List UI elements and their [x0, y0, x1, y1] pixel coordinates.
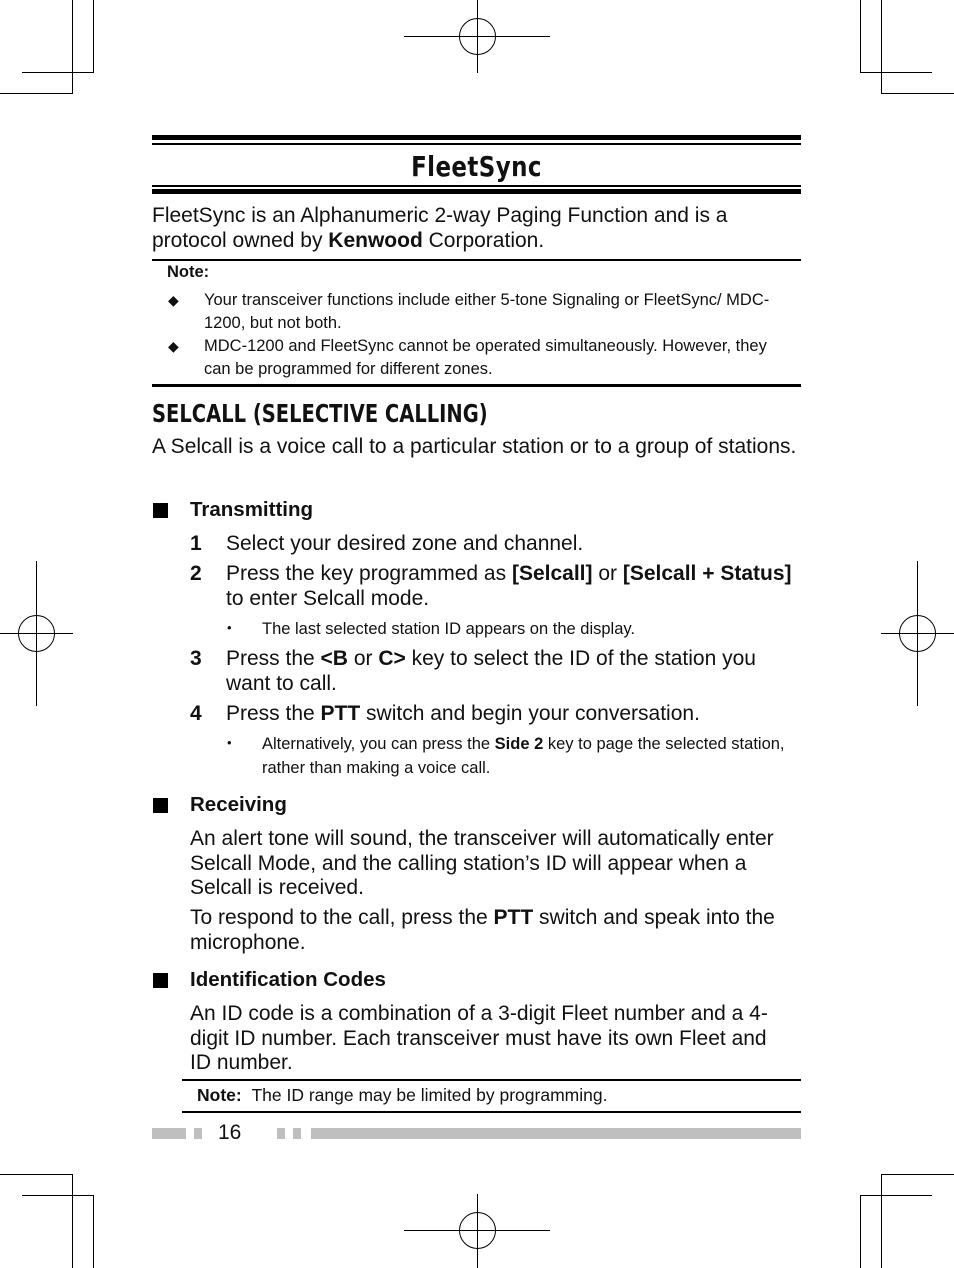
square-bullet-icon [153, 973, 168, 988]
step-text-part: or [347, 647, 379, 670]
section-intro: A Selcall is a voice call to a particular station or to a group of stations. [152, 435, 797, 458]
bullet-text-part: key to page the selected station, rather than making a voice call. [262, 735, 785, 777]
footer-bar-segment [277, 1128, 285, 1139]
identification-note [197, 1085, 607, 1106]
key-name: [Selcall] [511, 562, 593, 585]
receiving-heading: Receiving [190, 793, 287, 816]
note-rule-bottom [152, 384, 801, 387]
intro-text-end: Corporation. [422, 229, 545, 252]
key-name: PTT [493, 906, 534, 929]
step-number: 2 [190, 562, 202, 585]
receiving-paragraph-2 [190, 906, 805, 955]
step-number: 4 [190, 702, 202, 725]
diamond-bullet-icon: ◆ [168, 338, 179, 354]
identification-heading: Identification Codes [190, 968, 386, 991]
intro-paragraph [152, 203, 801, 253]
step-text [226, 647, 796, 696]
square-bullet-icon [153, 798, 168, 813]
footer-bar-segment [293, 1128, 301, 1139]
note-rule-top [182, 1079, 801, 1081]
key-name: Side 2 [494, 735, 544, 753]
step-text-part: to enter Selcall mode. [226, 586, 430, 610]
note-label: Note: [197, 1085, 242, 1105]
step-text: Select your desired zone and channel. [226, 532, 584, 555]
identification-paragraph: An ID code is a combination of a 3-digit Fleet number and a 4-digit ID number. Each transceiver must have its own Fleet and ID number. [190, 1002, 768, 1074]
title-rule-top-thick [152, 135, 801, 140]
bullet-text-part: Alternatively, you can press the [262, 735, 495, 753]
note-item: Your transceiver functions include either 5-tone Signaling or FleetSync/ MDC-1200, but not both. [204, 291, 770, 332]
footer-bar-segment [311, 1128, 801, 1139]
note-text: The ID range may be limited by programming. [251, 1085, 608, 1105]
note-label: Note: [167, 263, 210, 281]
note-rule-top [152, 259, 801, 261]
page-title: FleetSync [411, 150, 542, 183]
step-text-part: Press the key programmed as [226, 562, 512, 585]
dot-bullet-icon: • [227, 620, 232, 635]
step-bullet [262, 733, 797, 780]
page-number: 16 [218, 1121, 242, 1144]
key-name: PTT [320, 702, 361, 725]
step-number: 1 [190, 532, 202, 555]
step-text-part: key to select the ID of the station you want to call. [226, 647, 756, 695]
square-bullet-icon [153, 503, 168, 518]
intro-text: FleetSync is an Alphanumeric 2-way Paging Function and is a protocol owned by [152, 204, 728, 252]
footer-bar-segment [152, 1128, 186, 1139]
section-heading: SELCALL (SELECTIVE CALLING) [152, 399, 488, 428]
step-text-part: Press the [226, 702, 321, 725]
title-rule-bottom-thin [152, 185, 801, 187]
key-name: <B [320, 647, 348, 670]
key-name: [Selcall + Status] [622, 562, 792, 585]
step-text [226, 702, 796, 727]
paragraph-text-part: To respond to the call, press the [190, 906, 494, 929]
receiving-paragraph: An alert tone will sound, the transceiver will automatically enter Selcall Mode, and the calling station’s ID will appear when a Selcall is received. [190, 827, 774, 899]
note-item: MDC-1200 and FleetSync cannot be operated simultaneously. However, they can be programmed for different zones. [204, 337, 767, 378]
step-bullet: The last selected station ID appears on the display. [262, 620, 635, 638]
paragraph-text-part: switch and speak into the microphone. [190, 906, 775, 954]
step-text [226, 562, 796, 611]
step-text-part: switch and begin your conversation. [360, 702, 700, 725]
dot-bullet-icon: • [227, 735, 232, 750]
step-text-part: or [592, 562, 623, 585]
title-rule-bottom-thick [152, 189, 801, 194]
step-number: 3 [190, 647, 202, 670]
transmitting-heading: Transmitting [190, 498, 314, 521]
diamond-bullet-icon: ◆ [168, 292, 179, 308]
note-rule-bottom [182, 1111, 801, 1113]
brand-name: Kenwood [328, 229, 423, 252]
key-name: C> [378, 647, 406, 670]
step-text-part: Press the [226, 647, 321, 670]
title-rule-top-thin [152, 143, 801, 145]
footer-bar-segment [194, 1128, 202, 1139]
